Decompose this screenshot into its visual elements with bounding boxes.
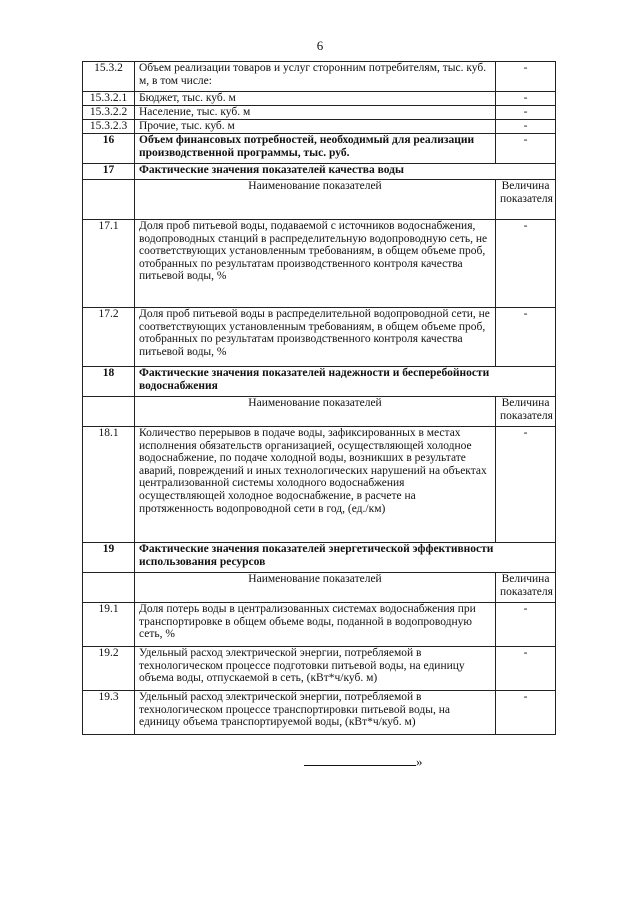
indicators-table — [82, 61, 556, 735]
column-header-value: Величина показателя — [496, 180, 556, 220]
table-row — [83, 220, 556, 308]
table-row — [83, 92, 556, 106]
column-header-name: Наименование показателей — [135, 180, 496, 220]
row-number: 17.1 — [83, 220, 135, 308]
row-value: - — [496, 308, 556, 367]
row-description: Доля проб питьевой воды в распределительной водопроводной сети, не соответствующих установленным требованиям, в общем объеме проб, отобранных по результатам производственного контроля качества питьевой воды, % — [135, 308, 496, 367]
row-value: - — [496, 92, 556, 106]
underline-rule — [304, 755, 416, 766]
table-row — [83, 691, 556, 735]
section-header-row — [83, 543, 556, 573]
row-number: 15.3.2.2 — [83, 106, 135, 120]
empty-cell — [83, 573, 135, 603]
row-description: Бюджет, тыс. куб. м — [135, 92, 496, 106]
page-number: 6 — [316, 38, 324, 53]
empty-cell — [83, 180, 135, 220]
row-description: Количество перерывов в подаче воды, зафиксированных в местах исполнения обязательств организацией, осуществляющей холодное водоснабжение, по подаче холодной воды, возникших в результате аварий, повреждений и иных технологических нарушений на объектах централизованной системы холодного водоснабжения осуществляющей холодное водоснабжение, в расчете на протяженность водопроводной сети в год, (ед./км) — [135, 427, 496, 543]
section-title: Фактические значения показателей надежности и бесперебойности водоснабжения — [135, 367, 556, 397]
row-value: - — [496, 106, 556, 120]
row-description: Доля потерь воды в централизованных системах водоснабжения при транспортировке в общем объеме воды, поданной в водопроводную сеть, % — [135, 603, 496, 647]
table-row — [83, 647, 556, 691]
closing-quote: » — [416, 754, 423, 769]
row-description: Удельный расход электрической энергии, потребляемой в технологическом процессе подготовки питьевой воды, на единицу объема воды, отпускаемой в сеть, (кВт*ч/куб. м) — [135, 647, 496, 691]
table-row — [83, 427, 556, 543]
column-header-row — [83, 573, 556, 603]
row-description: Объем финансовых потребностей, необходимый для реализации производственной программы, тыс. руб. — [135, 134, 496, 164]
row-value: - — [496, 134, 556, 164]
column-header-row — [83, 397, 556, 427]
row-description: Население, тыс. куб. м — [135, 106, 496, 120]
table-row — [83, 120, 556, 134]
section-title: Фактические значения показателей энергетической эффективности использования ресурсов — [135, 543, 556, 573]
row-description: Прочие, тыс. куб. м — [135, 120, 496, 134]
row-number: 15.3.2.3 — [83, 120, 135, 134]
column-header-name: Наименование показателей — [135, 573, 496, 603]
row-number: 19.2 — [83, 647, 135, 691]
table-row — [83, 106, 556, 120]
row-value: - — [496, 220, 556, 308]
section-number: 17 — [83, 164, 135, 180]
column-header-value: Величина показателя — [496, 573, 556, 603]
row-value: - — [496, 62, 556, 92]
row-number: 15.3.2.1 — [83, 92, 135, 106]
row-description: Объем реализации товаров и услуг сторонним потребителям, тыс. куб. м, в том числе: — [135, 62, 496, 92]
section-header-row — [83, 164, 556, 180]
column-header-value: Величина показателя — [496, 397, 556, 427]
table-row — [83, 603, 556, 647]
row-value: - — [496, 120, 556, 134]
table-row — [83, 308, 556, 367]
row-value: - — [496, 691, 556, 735]
section-number: 18 — [83, 367, 135, 397]
table-row — [83, 134, 556, 164]
row-number: 15.3.2 — [83, 62, 135, 92]
empty-cell — [83, 397, 135, 427]
row-value: - — [496, 427, 556, 543]
section-header-row — [83, 367, 556, 397]
closing-signature-line — [304, 754, 423, 770]
row-number: 19.1 — [83, 603, 135, 647]
column-header-name: Наименование показателей — [135, 397, 496, 427]
row-number: 16 — [83, 134, 135, 164]
section-number: 19 — [83, 543, 135, 573]
row-number: 17.2 — [83, 308, 135, 367]
row-number: 19.3 — [83, 691, 135, 735]
row-number: 18.1 — [83, 427, 135, 543]
section-title: Фактические значения показателей качества воды — [135, 164, 556, 180]
row-value: - — [496, 647, 556, 691]
column-header-row — [83, 180, 556, 220]
row-value: - — [496, 603, 556, 647]
table-row — [83, 62, 556, 92]
row-description: Доля проб питьевой воды, подаваемой с источников водоснабжения, водопроводных станций в распределительную водопроводную сеть, не соответствующих установленным требованиям, в общем объеме проб, отобранных по результатам производственного контроля качества питьевой воды, % — [135, 220, 496, 308]
row-description: Удельный расход электрической энергии, потребляемой в технологическом процессе транспортировки питьевой воды, на единицу объема транспортируемой воды, (кВт*ч/куб. м) — [135, 691, 496, 735]
